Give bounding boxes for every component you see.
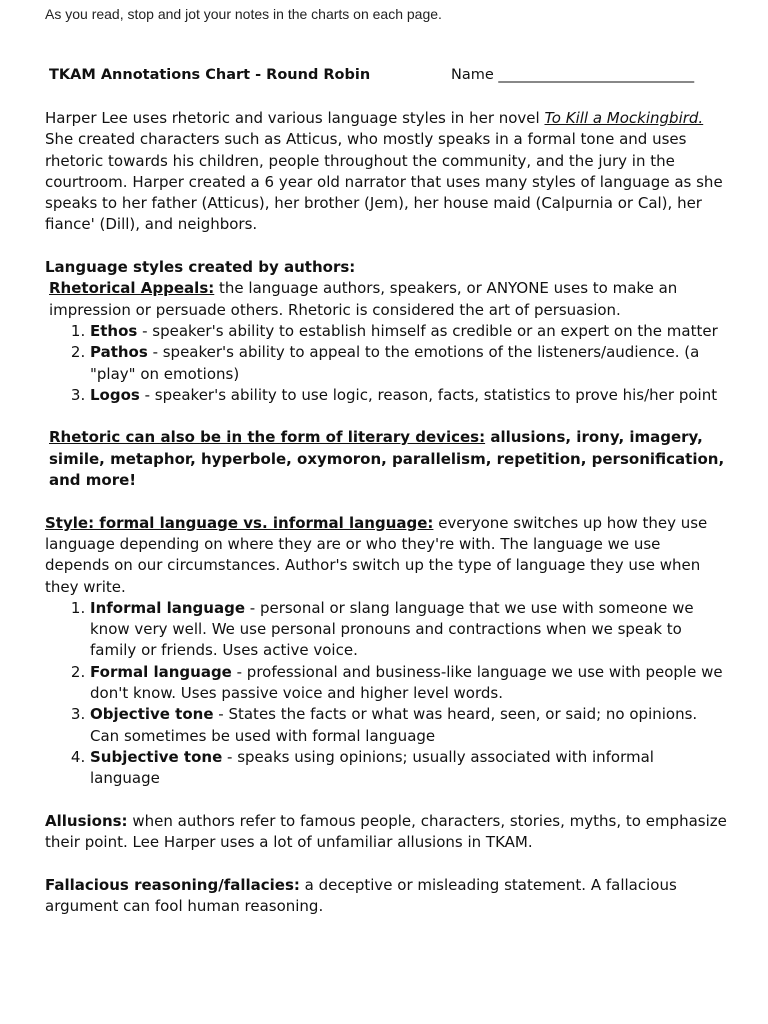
allusions-definition: when authors refer to famous people, characters, stories, myths, to emphasize their point. Lee Harper uses a lot of unfamiliar allusions in TKAM. <box>45 811 727 852</box>
style-term-definition: - States the facts or what was heard, seen, or said; no opinions. Can sometimes be used with formal language <box>90 705 698 745</box>
appeal-term: Ethos <box>90 321 138 340</box>
appeal-definition: - speaker's ability to appeal to the emotions of the listeners/audience. (a "play" on emotions) <box>90 343 700 383</box>
name-field-label: Name ___________________________ <box>451 67 695 83</box>
appeal-definition: - speaker's ability to establish himself as credible or an expert on the matter <box>137 321 718 340</box>
chart-title: TKAM Annotations Chart - Round Robin <box>49 67 371 83</box>
list-item <box>90 598 727 662</box>
appeals-list <box>45 321 727 406</box>
list-item <box>90 747 727 790</box>
style-definition: everyone switches up how they use language depending on where they are or who they're with. The language we use depends on our circumstances. Author's switch up the type of language they use when they write. <box>45 513 708 596</box>
list-item <box>90 662 727 705</box>
allusions-label: Allusions: <box>45 811 128 830</box>
style-paragraph <box>45 513 727 598</box>
appeal-term: Logos <box>90 385 140 404</box>
literary-devices-label: Rhetoric can also be in the form of literary devices: <box>49 428 486 447</box>
instruction-line: As you read, stop and jot your notes in the charts on each page. <box>45 6 442 22</box>
style-label: Style: formal language vs. informal language: <box>45 513 434 532</box>
list-item <box>90 321 727 342</box>
rhetorical-appeals-label: Rhetorical Appeals: <box>49 279 215 298</box>
list-item <box>90 385 727 406</box>
style-term: Objective tone <box>90 705 214 724</box>
fallacies-definition: a deceptive or misleading statement. A fallacious argument can fool human reasoning. <box>45 875 677 915</box>
style-term-definition: - professional and business-like language we use with people we don't know. Uses passive voice and higher level words. <box>90 662 723 703</box>
fallacies-paragraph <box>45 875 727 918</box>
style-term: Formal language <box>90 662 232 681</box>
literary-devices-paragraph <box>45 427 727 491</box>
style-list <box>45 598 727 790</box>
intro-text-start: Harper Lee uses rhetoric and various language styles in her novel <box>45 109 545 127</box>
list-item <box>90 342 727 385</box>
style-term: Informal language <box>90 598 245 617</box>
page-title <box>49 67 719 83</box>
novel-title: To Kill a Mockingbird. <box>544 109 704 127</box>
document-body <box>45 108 727 917</box>
rhetorical-appeals-definition: the language authors, speakers, or ANYONE uses to make an impression or persuade others. Rhetoric is considered the art of persuasion. <box>49 279 678 319</box>
literary-devices-list: allusions, irony, imagery, simile, metaphor, hyperbole, oxymoron, parallelism, repetition, personification, and more! <box>49 428 725 490</box>
appeal-definition: - speaker's ability to use logic, reason, facts, statistics to prove his/her point <box>139 385 718 404</box>
language-styles-heading: Language styles created by authors: <box>45 258 356 277</box>
appeal-term: Pathos <box>90 343 148 362</box>
allusions-paragraph <box>45 811 727 854</box>
list-item <box>90 704 727 747</box>
style-term: Subjective tone <box>90 747 223 766</box>
intro-paragraph <box>45 108 727 236</box>
style-term-definition: - personal or slang language that we use with someone we know very well. We use personal pronouns and contractions when we speak to family or friends. Uses active voice. <box>90 598 694 660</box>
intro-text-rest: She created characters such as Atticus, who mostly speaks in a formal tone and uses rhetoric towards his children, people throughout the community, and the jury in the courtroom. Harper created a 6 year old narrator that uses many styles of language as she speaks to her father (Atticus), her brother (Jem), her house maid (Calpurnia or Cal), her fiance' (Dill), and neighbors. <box>45 130 723 234</box>
style-term-definition: - speaks using opinions; usually associated with informal language <box>90 747 654 788</box>
fallacies-label: Fallacious reasoning/fallacies: <box>45 875 300 894</box>
rhetorical-appeals-paragraph <box>45 278 727 321</box>
